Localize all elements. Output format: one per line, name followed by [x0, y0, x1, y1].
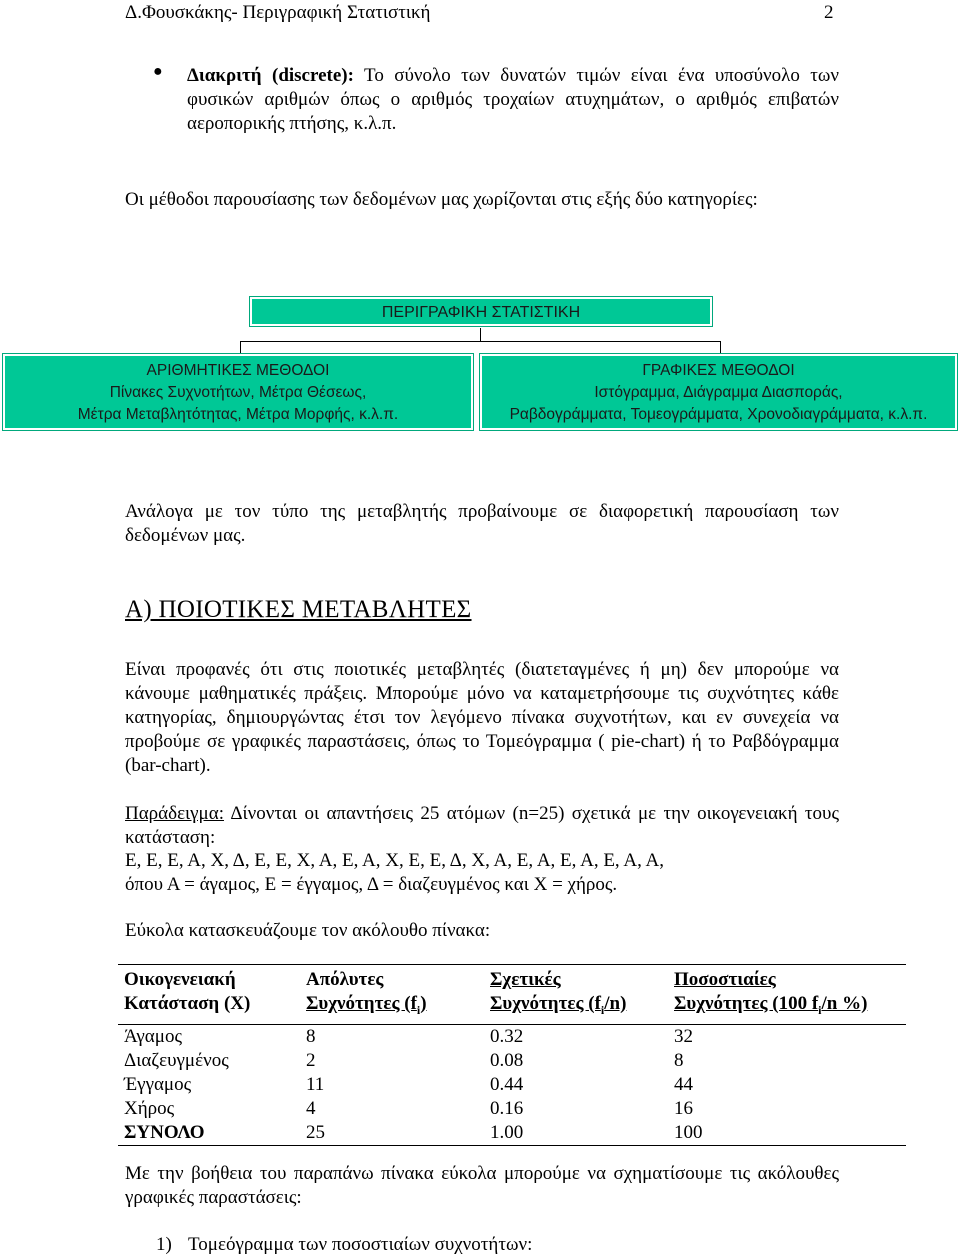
- paragraph-graphs: Με την βοήθεια του παραπάνω πίνακα εύκολα μπορούμε να σχηματίσουμε τις ακόλουθες γραφικές παραστάσεις:: [125, 1163, 839, 1208]
- table-row: [118, 1073, 906, 1097]
- example-intro: Δίνονται οι απαντήσεις 25 ατόμων (n=25) σχετικά με την οικογενειακή τους κατάσταση:: [125, 803, 839, 848]
- header-cell-percentage: Ποσοστιαίες Συχνότητες (100 $f_i/n$ %): [668, 965, 906, 1025]
- header-cell-absolute: Απόλυτες Συχνότητες $(f_i)$: [300, 965, 484, 1025]
- table-cell: 0.08: [490, 1049, 524, 1071]
- intro-paragraph: Οι μέθοδοι παρουσίασης των δεδομένων μας χωρίζονται στις εξής δύο κατηγορίες:: [125, 189, 758, 210]
- table-cell: 100: [668, 1121, 906, 1146]
- example-paragraph: [125, 802, 839, 850]
- table-cell: 4: [306, 1097, 316, 1119]
- example-label: Παράδειγμα:: [125, 803, 224, 824]
- diagram-graphical-methods-box: [480, 354, 957, 430]
- table-cell: 16: [674, 1097, 693, 1119]
- table-cell: 0.16: [490, 1097, 524, 1119]
- bullet-body: Το σύνολο των δυνατών τιμών είναι ένα υποσύνολο των φυσικών αριθμών όπως ο αριθμός τροχαίων ατυχημάτων, ο αριθμός επιβατών αεροπορικής πτήσης, κ.λ.π.: [187, 65, 840, 134]
- diagram-connector-vertical: [480, 328, 481, 341]
- list-item-text: Τομεόγραμμα των ποσοστιαίων συχνοτήτων:: [188, 1234, 533, 1255]
- table-cell: Άγαμος: [124, 1025, 182, 1047]
- table-cell: 8: [306, 1025, 316, 1047]
- table-cell: 11: [306, 1073, 325, 1095]
- table-header-row: [118, 965, 906, 1025]
- header-cell-relative: Σχετικές Συχνότητες $(f_i/n)$: [484, 965, 668, 1025]
- table-cell: 32: [674, 1025, 693, 1047]
- paragraph-qualitative: Είναι προφανές ότι στις ποιοτικές μεταβλητές (διατεταγμένες ή μη) δεν μπορούμε να κάνουμε μαθηματικές πράξεις. Μπορούμε μόνο να καταμετρήσουμε τις συχνότητες κάθε κατηγορίας, δημιουργώντας έτσι τον λεγόμενο πίνακα συχνοτήτων, και εν συνεχεία να προβούμε σε γραφικές παραστάσεις, όπως το Τομεόγραμμα ( pie-chart) ή το Ραβδόγραμμα (bar-chart).: [125, 659, 839, 776]
- bullet-icon: ●: [153, 63, 163, 80]
- bullet-discrete-definition: [187, 64, 839, 136]
- diagram-numeric-methods-box: [3, 354, 473, 430]
- example-data-line: Ε, Ε, Ε, Α, Χ, Δ, Ε, Ε, Χ, Α, Ε, Α, Χ, Ε, Ε, Δ, Χ, Α, Ε, Α, Ε, Α, Ε, Α, Α,: [125, 850, 665, 871]
- diagram-connector-left: [240, 341, 241, 354]
- diagram-connector-right: [720, 341, 721, 354]
- table-cell: 0.32: [490, 1025, 524, 1047]
- bullet-term: Διακριτή (discrete):: [187, 65, 354, 86]
- table-cell: Διαζευγμένος: [124, 1049, 229, 1071]
- paragraph-analogia: Ανάλογα με τον τύπο της μεταβλητής προβαίνουμε σε διαφορετική παρουσίαση των δεδομένων μας.: [125, 501, 839, 546]
- table-cell: 0.44: [490, 1073, 524, 1095]
- table-cell: 2: [306, 1049, 316, 1071]
- table-row: [118, 1049, 906, 1073]
- table-cell: 1.00: [484, 1121, 668, 1146]
- table-cell: 8: [674, 1049, 684, 1071]
- graphical-methods-title: ΓΡΑΦΙΚΕΣ ΜΕΘΟΔΟΙ: [642, 362, 795, 379]
- table-cell: 44: [674, 1073, 693, 1095]
- diagram-top-box: ΠΕΡΙΓΡΑΦΙΚΗ ΣΤΑΤΙΣΤΙΚΗ: [250, 297, 712, 326]
- graphical-methods-line2: Ιστόγραμμα, Διάγραμμα Διασποράς,: [594, 384, 843, 401]
- table-cell: 25: [300, 1121, 484, 1146]
- graphical-methods-line3: Ραβδογράμματα, Τομεογράμματα, Χρονοδιαγράμματα, κ.λ.π.: [509, 406, 928, 423]
- table-cell: Χήρος: [124, 1097, 175, 1119]
- table-intro: Εύκολα κατασκευάζουμε τον ακόλουθο πίνακα:: [125, 920, 491, 941]
- header-cell-status: Οικογενειακή Κατάσταση (Χ): [118, 965, 300, 1025]
- frequency-table: [118, 964, 906, 1146]
- numeric-methods-line3: Μέτρα Μεταβλητότητας, Μέτρα Μορφής, κ.λ.π.: [77, 406, 399, 423]
- table-row: [118, 1097, 906, 1121]
- example-legend-line: όπου Α = άγαμος, Ε = έγγαμος, Δ = διαζευγμένος και Χ = χήρος.: [125, 874, 618, 895]
- table-cell: Έγγαμος: [124, 1073, 192, 1095]
- numeric-methods-line2: Πίνακες Συχνοτήτων, Μέτρα Θέσεως,: [109, 384, 367, 401]
- table-row: [118, 1024, 906, 1049]
- table-cell: ΣΥΝΟΛΟ: [118, 1121, 300, 1146]
- diagram-connector-horizontal: [240, 341, 721, 342]
- numeric-methods-title: ΑΡΙΘΜΗΤΙΚΕΣ ΜΕΘΟΔΟΙ: [146, 362, 330, 379]
- table-total-row: [118, 1121, 906, 1146]
- running-header-title: Δ.Φουσκάκης- Περιγραφική Στατιστική: [125, 2, 431, 23]
- page-number: 2: [824, 2, 834, 23]
- list-item-number: 1): [156, 1234, 172, 1255]
- section-heading: Α) ΠΟΙΟΤΙΚΕΣ ΜΕΤΑΒΛΗΤΕΣ: [125, 596, 472, 623]
